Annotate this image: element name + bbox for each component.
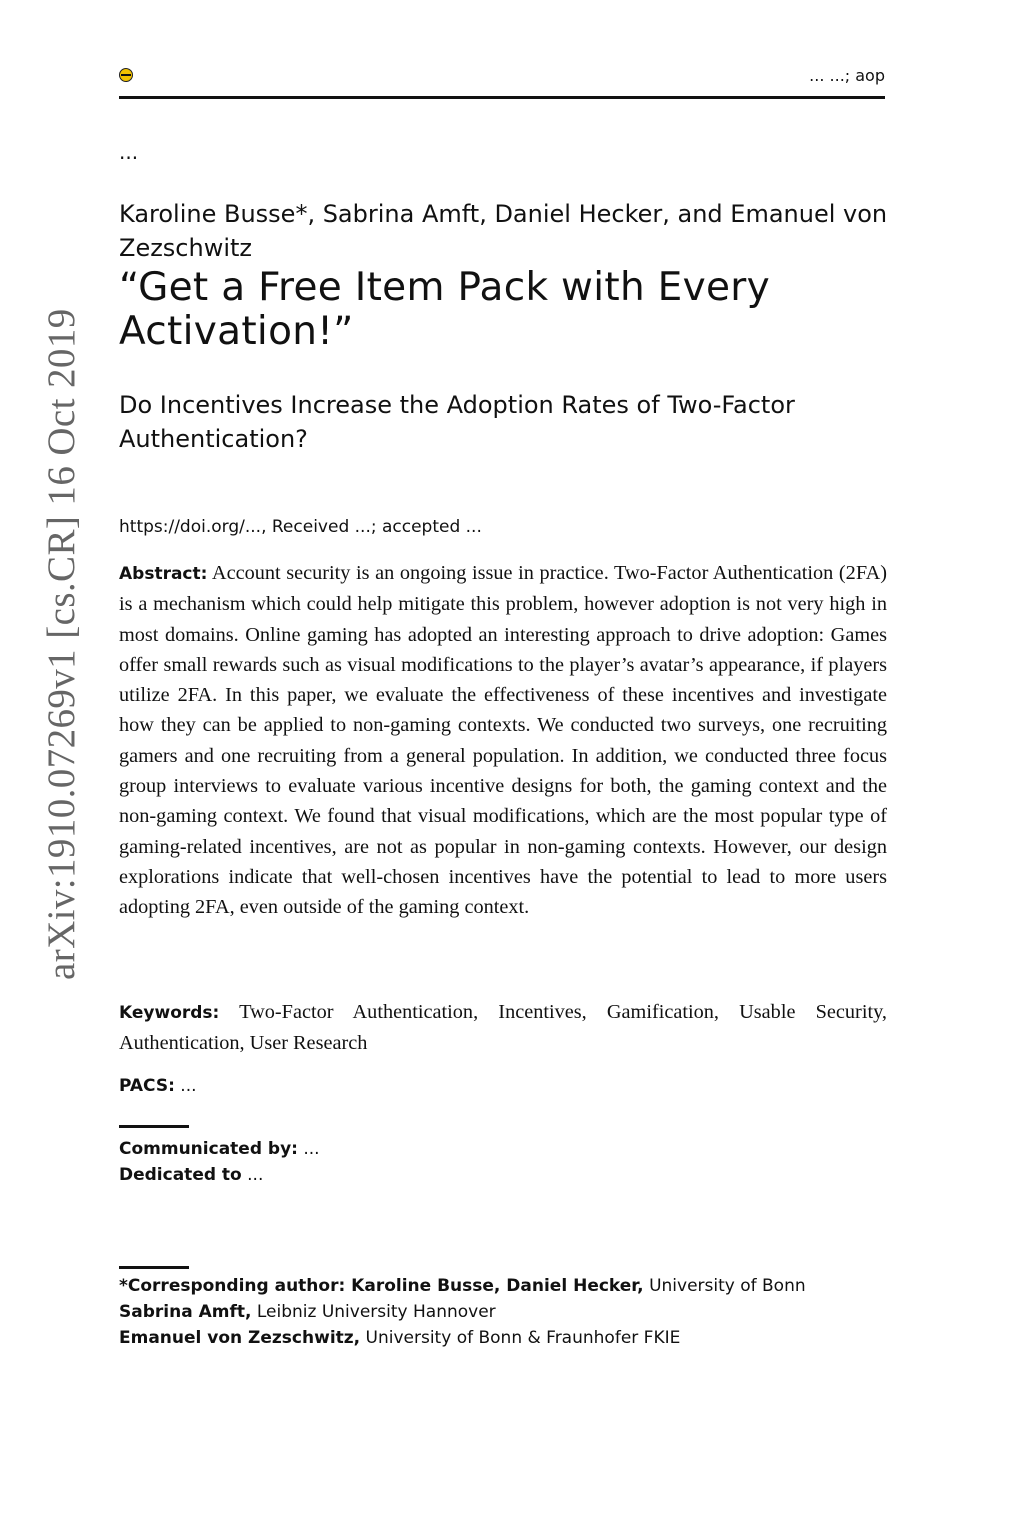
pacs-line bbox=[119, 1076, 197, 1096]
author-list: Karoline Busse*, Sabrina Amft, Daniel Hecker, and Emanuel von Zezschwitz bbox=[119, 200, 888, 262]
paper-subtitle: Do Incentives Increase the Adoption Rates of Two-Factor Authentication? bbox=[119, 391, 795, 453]
keywords-text: Two-Factor Authentication, Incentives, Gamification, Usable Security, Authentication, User Research bbox=[119, 1001, 887, 1055]
dedicated-label: Dedicated to bbox=[119, 1165, 242, 1185]
author-affiliations bbox=[119, 1273, 806, 1351]
arxiv-identifier[interactable]: arXiv:1910.07269v1 [cs.CR] 16 Oct 2019 bbox=[40, 308, 83, 980]
affiliation-names: Sabrina Amft, bbox=[119, 1302, 252, 1322]
communication-info bbox=[119, 1136, 320, 1188]
journal-logo-icon bbox=[119, 68, 133, 82]
affiliation-institution: University of Bonn bbox=[649, 1276, 806, 1296]
affiliation-item bbox=[119, 1325, 806, 1351]
pacs-value: ... bbox=[180, 1076, 197, 1096]
keywords bbox=[119, 997, 887, 1059]
header-rule bbox=[119, 96, 885, 99]
affiliation-institution: University of Bonn & Fraunhofer FKIE bbox=[365, 1328, 681, 1348]
affiliation-item bbox=[119, 1299, 806, 1325]
paper-title: “Get a Free Item Pack with Every Activation!” bbox=[119, 265, 771, 354]
affiliation-names: Emanuel von Zezschwitz, bbox=[119, 1328, 361, 1348]
article-type-placeholder: ... bbox=[119, 140, 139, 164]
pacs-label: PACS: bbox=[119, 1076, 175, 1096]
abstract-label: Abstract: bbox=[119, 564, 208, 584]
affiliation-rule bbox=[119, 1266, 189, 1269]
keywords-label: Keywords: bbox=[119, 1003, 220, 1023]
communicated-by-line bbox=[119, 1136, 320, 1162]
doi-line[interactable]: https://doi.org/..., Received ...; accepted ... bbox=[119, 517, 482, 537]
affiliation-item bbox=[119, 1273, 806, 1299]
affiliation-institution: Leibniz University Hannover bbox=[256, 1302, 496, 1322]
abstract-text: Account security is an ongoing issue in practice. Two-Factor Authentication (2FA) is a mechanism which could help mitigate this problem, however adoption is not very high in most domains. Online gaming has adopted an interesting approach to drive adoption: Games offer small rewards such as visual modifications to the player’s avatar’s appearance, if players utilize 2FA. In this paper, we evaluate the effectiveness of these incentives and investigate how they can be applied to non-gaming contexts. We conducted two surveys, one recruiting gamers and one recruiting from a general population. In addition, we conducted three focus group interviews to evaluate various incentive designs for both, the gaming context and the non-gaming context. We found that visual modifications, which are the most popular type of gaming-related incentives, are not as popular in non-gaming contexts. However, our design explorations indicate that well-chosen incentives have the potential to lead to more users adopting 2FA, even outside of the gaming context. bbox=[119, 562, 887, 919]
affiliation-names: *Corresponding author: Karoline Busse, Daniel Hecker, bbox=[119, 1276, 644, 1296]
footnote-rule bbox=[119, 1125, 189, 1128]
header-journal-info: ... ...; aop bbox=[809, 66, 885, 85]
communicated-value: ... bbox=[303, 1139, 320, 1159]
communicated-label: Communicated by: bbox=[119, 1139, 298, 1159]
dedicated-value: ... bbox=[247, 1165, 264, 1185]
abstract bbox=[119, 558, 887, 923]
dedicated-to-line bbox=[119, 1162, 320, 1188]
